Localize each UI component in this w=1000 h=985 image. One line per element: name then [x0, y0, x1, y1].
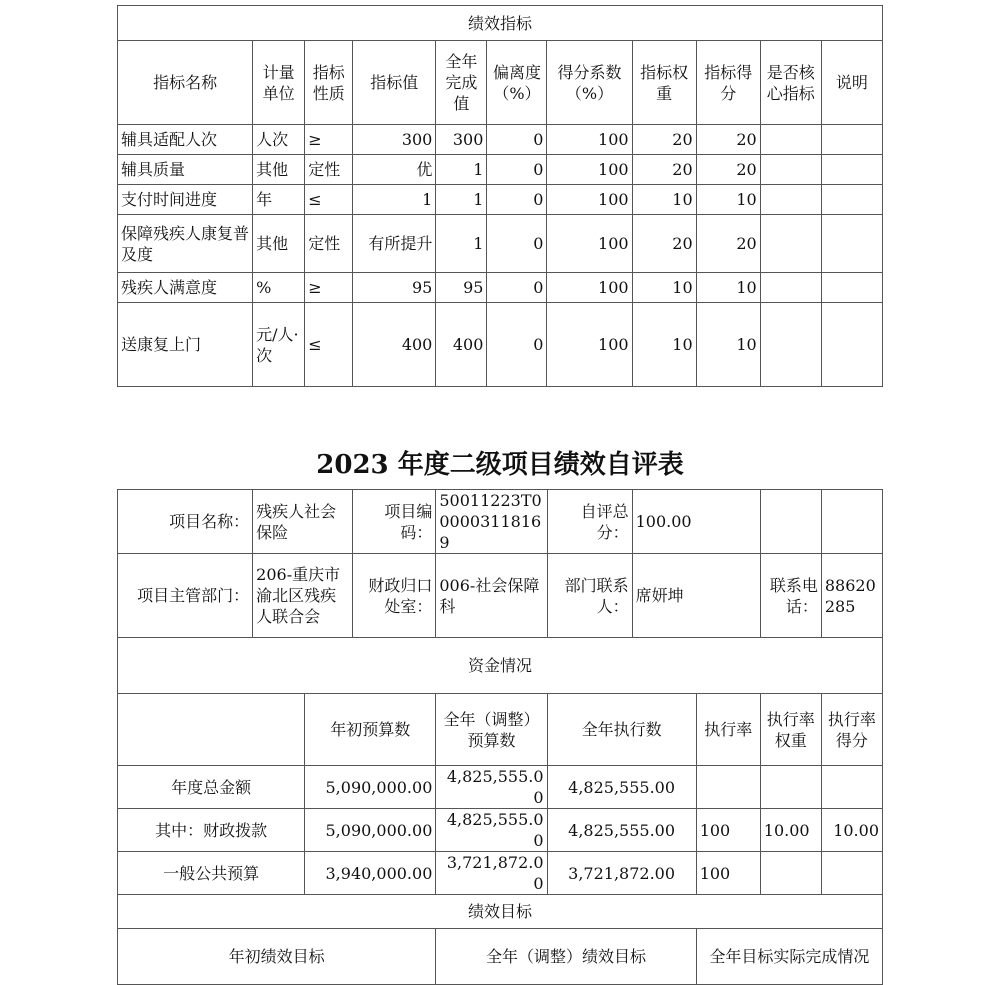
table-cell: [760, 155, 821, 185]
table-row: [118, 125, 883, 155]
table-cell: 400: [436, 303, 487, 387]
table-cell: [760, 215, 821, 273]
table-cell: %: [253, 273, 305, 303]
section-title-funds: 资金情况: [118, 638, 883, 694]
table-cell: [760, 273, 821, 303]
self-score-label: 自评总分：: [547, 490, 632, 554]
table-row: [118, 766, 883, 809]
table-cell: [821, 185, 882, 215]
table-cell: 3,721,872.00: [547, 852, 696, 895]
table-row: [118, 215, 883, 273]
table-cell: 1: [436, 185, 487, 215]
header-cell: 全年执行数: [547, 694, 696, 766]
table-row: [118, 303, 883, 387]
table-cell: 100: [696, 852, 760, 895]
header-cell: 全年（调整）预算数: [436, 694, 547, 766]
table-cell: 20: [696, 215, 760, 273]
table-row: [118, 273, 883, 303]
table-cell: 4,825,555.00: [436, 766, 547, 809]
header-cell: 年初预算数: [305, 694, 436, 766]
table-cell: [760, 490, 821, 554]
table-cell: 1: [436, 215, 487, 273]
performance-indicator-table: [117, 5, 883, 387]
header-cell: 指标性质: [305, 41, 353, 125]
table-cell: 辅具适配人次: [118, 125, 253, 155]
table-cell: 其中：财政拨款: [118, 809, 305, 852]
table-cell: 10: [632, 185, 696, 215]
document-title: 2023 年度二级项目绩效自评表: [316, 450, 684, 480]
table-cell: 10: [696, 303, 760, 387]
table-cell: 元/人·次: [253, 303, 305, 387]
header-cell: 指标值: [353, 41, 436, 125]
dept-label: 项目主管部门：: [118, 554, 253, 638]
header-cell: 是否核心指标: [760, 41, 821, 125]
table-cell: 支付时间进度: [118, 185, 253, 215]
table-cell: 1: [353, 185, 436, 215]
table-cell: 定性: [305, 155, 353, 185]
table-cell: 其他: [253, 155, 305, 185]
table-cell: 10.00: [821, 809, 882, 852]
header-cell: 全年目标实际完成情况: [696, 929, 882, 985]
table-row: [118, 155, 883, 185]
table-cell: 其他: [253, 215, 305, 273]
table-cell: 送康复上门: [118, 303, 253, 387]
table-cell: 10: [696, 185, 760, 215]
project-name-value: 残疾人社会保险: [253, 490, 353, 554]
table-cell: [760, 303, 821, 387]
table-cell: [760, 125, 821, 155]
table-cell: 1: [436, 155, 487, 185]
table-cell: 年度总金额: [118, 766, 305, 809]
table-cell: [760, 766, 821, 809]
header-cell: 年初绩效目标: [118, 929, 436, 985]
table-cell: 3,721,872.00: [436, 852, 547, 895]
table-cell: 95: [436, 273, 487, 303]
table-cell: 100: [547, 185, 632, 215]
header-cell: 计量单位: [253, 41, 305, 125]
table-cell: 20: [696, 155, 760, 185]
table-cell: [821, 766, 882, 809]
table-cell: 10: [696, 273, 760, 303]
header-cell: 全年完成值: [436, 41, 487, 125]
table-cell: [696, 766, 760, 809]
table-cell: 20: [632, 125, 696, 155]
table-cell: 300: [436, 125, 487, 155]
table-cell: 20: [632, 215, 696, 273]
contact-label: 部门联系人：: [547, 554, 632, 638]
table-cell: 0: [487, 185, 547, 215]
table-cell: ≥: [305, 125, 353, 155]
table-cell: 0: [487, 155, 547, 185]
table-cell: 定性: [305, 215, 353, 273]
table-cell: 优: [353, 155, 436, 185]
table-cell: 辅具质量: [118, 155, 253, 185]
table-cell: 3,940,000.00: [305, 852, 436, 895]
table-cell: 4,825,555.00: [547, 809, 696, 852]
table-cell: 残疾人满意度: [118, 273, 253, 303]
table-cell: [821, 490, 882, 554]
table-cell: 4,825,555.00: [436, 809, 547, 852]
header-cell: 全年（调整）绩效目标: [436, 929, 696, 985]
header-cell: 指标得分: [696, 41, 760, 125]
table-cell: 300: [353, 125, 436, 155]
table-cell: 100: [696, 809, 760, 852]
finance-office-value: 006-社会保障科: [436, 554, 547, 638]
table-cell: [760, 852, 821, 895]
table-cell: 5,090,000.00: [305, 809, 436, 852]
table-cell: [821, 852, 882, 895]
table-cell: 0: [487, 125, 547, 155]
table-cell: [821, 273, 882, 303]
table-cell: 95: [353, 273, 436, 303]
table-cell: [821, 303, 882, 387]
project-code-label: 项目编码：: [353, 490, 436, 554]
header-cell: 执行率: [696, 694, 760, 766]
table-cell: 400: [353, 303, 436, 387]
section-title-goals: 绩效目标: [118, 895, 883, 929]
table-cell: 10.00: [760, 809, 821, 852]
header-cell: [118, 694, 305, 766]
table-cell: 人次: [253, 125, 305, 155]
header-cell: 偏离度（%）: [487, 41, 547, 125]
table-cell: ≤: [305, 303, 353, 387]
table-cell: 100: [547, 303, 632, 387]
table-cell: 100: [547, 215, 632, 273]
header-cell: 指标权重: [632, 41, 696, 125]
self-score-value: 100.00: [632, 490, 760, 554]
project-self-evaluation-table: [117, 489, 883, 985]
table-cell: 0: [487, 215, 547, 273]
table-cell: 有所提升: [353, 215, 436, 273]
header-cell: 指标名称: [118, 41, 253, 125]
table-cell: 20: [632, 155, 696, 185]
table-cell: 4,825,555.00: [547, 766, 696, 809]
table-cell: 一般公共预算: [118, 852, 305, 895]
table-cell: 年: [253, 185, 305, 215]
table-cell: 20: [696, 125, 760, 155]
table-cell: 10: [632, 303, 696, 387]
header-cell: 执行率权重: [760, 694, 821, 766]
header-cell: 执行率得分: [821, 694, 882, 766]
table-cell: [821, 155, 882, 185]
table-cell: 100: [547, 273, 632, 303]
section-title-perf: 绩效指标: [118, 6, 883, 41]
finance-office-label: 财政归口处室：: [353, 554, 436, 638]
table-row: [118, 809, 883, 852]
project-name-label: 项目名称：: [118, 490, 253, 554]
table-cell: [821, 125, 882, 155]
project-code-value: 50011223T000003118169: [436, 490, 547, 554]
table-row: [118, 852, 883, 895]
table-cell: 5,090,000.00: [305, 766, 436, 809]
table-cell: 0: [487, 273, 547, 303]
dept-value: 206-重庆市渝北区残疾人联合会: [253, 554, 353, 638]
phone-label: 联系电话：: [760, 554, 821, 638]
table-row: [118, 185, 883, 215]
table-cell: 10: [632, 273, 696, 303]
table-cell: ≤: [305, 185, 353, 215]
table-cell: 100: [547, 125, 632, 155]
phone-value: 88620285: [821, 554, 882, 638]
table-cell: [760, 185, 821, 215]
table-cell: 0: [487, 303, 547, 387]
header-cell: 说明: [821, 41, 882, 125]
header-cell: 得分系数（%）: [547, 41, 632, 125]
table-cell: [821, 215, 882, 273]
contact-value: 席妍坤: [632, 554, 760, 638]
table-cell: 100: [547, 155, 632, 185]
table-cell: ≥: [305, 273, 353, 303]
table-cell: 保障残疾人康复普及度: [118, 215, 253, 273]
